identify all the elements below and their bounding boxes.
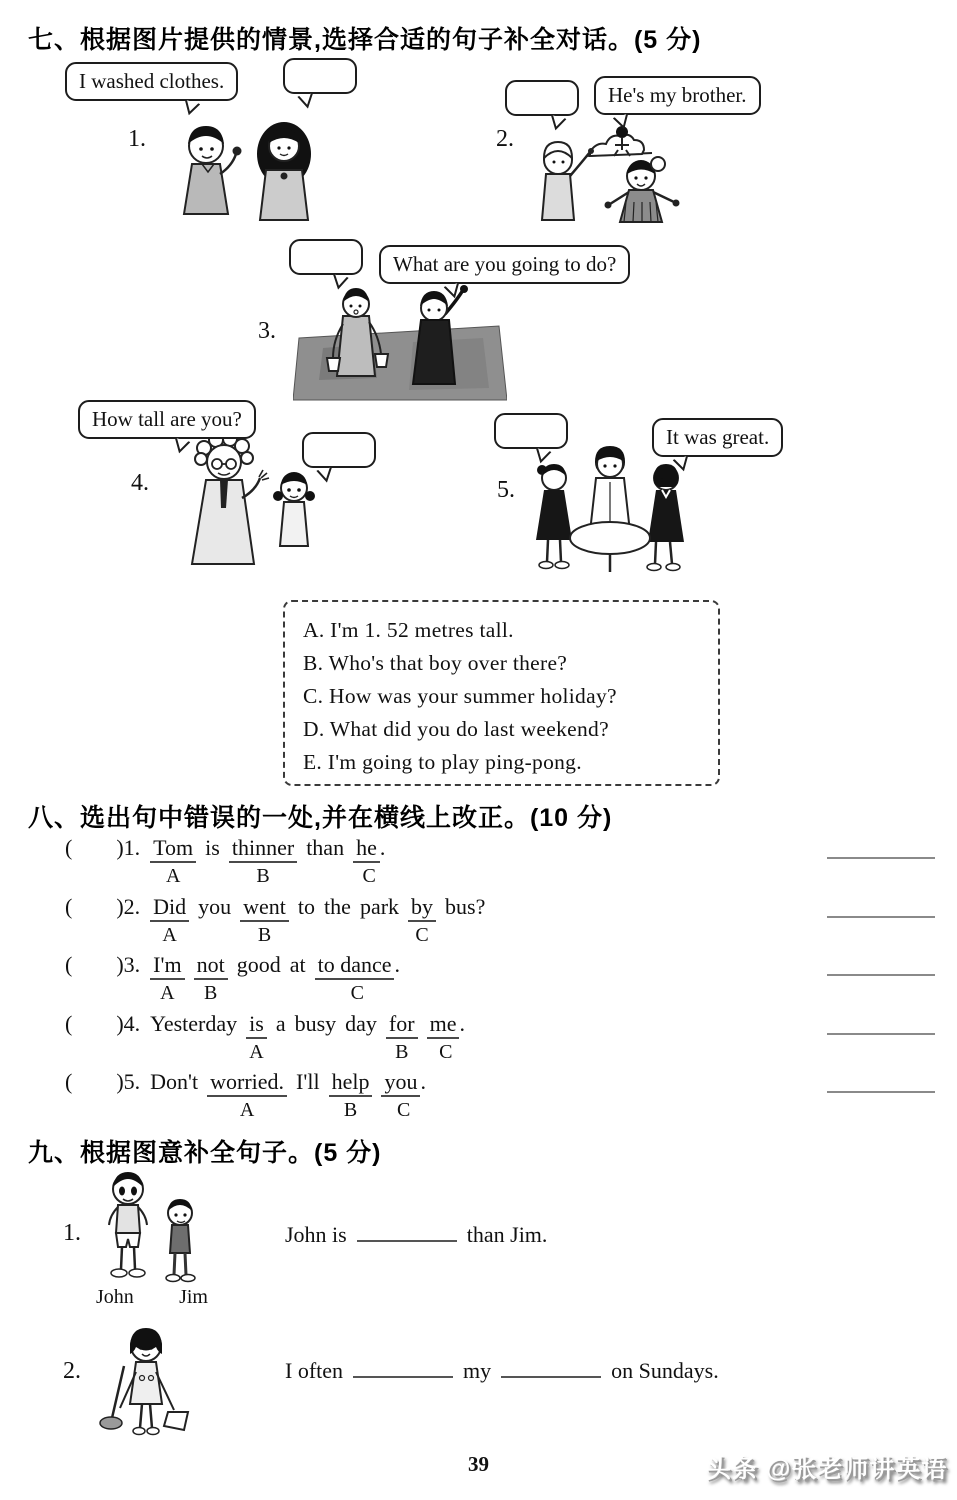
answer-blank	[501, 1360, 601, 1378]
underlined-word: Did A	[150, 892, 189, 948]
bubble-tail-icon	[548, 110, 569, 128]
choice-letter	[290, 980, 306, 1006]
question-number: 4.	[131, 470, 149, 496]
bubble-tail-icon	[181, 95, 202, 113]
error-correction-row	[65, 1067, 937, 1126]
underlined-word: worried. A	[207, 1067, 287, 1123]
word: good	[237, 950, 281, 1006]
word: you	[198, 892, 231, 948]
question-number: 2.	[496, 126, 514, 152]
correction-blank-line	[827, 916, 935, 918]
bubble-tail-icon	[670, 451, 691, 469]
choice-letter	[296, 1097, 320, 1123]
choice-letter	[298, 922, 315, 948]
correction-blank-line	[827, 1033, 935, 1035]
answer-blank	[353, 1360, 453, 1378]
illustration-john-and-jim	[92, 1163, 210, 1287]
page-number: 39	[468, 1452, 489, 1476]
empty-speech-bubble	[494, 413, 568, 449]
fill-in-sentence	[285, 1358, 719, 1384]
underlined-word: to dance . C	[315, 950, 400, 1006]
error-correction-row	[65, 892, 937, 951]
choice-letter	[237, 980, 281, 1006]
bubble-tail-icon	[314, 462, 335, 479]
word: park	[360, 892, 399, 948]
illustration-kids-pointing-at-boy	[520, 108, 688, 230]
answer-bracket: ( )1.	[65, 835, 141, 860]
choice-letter: C	[362, 865, 376, 887]
illustration-boy-and-mother	[158, 98, 318, 230]
choice-letter	[345, 1039, 377, 1065]
question-number: 2.	[63, 1358, 81, 1384]
sentence-text: I often	[285, 1358, 344, 1383]
choice-letter	[324, 922, 351, 948]
bubble-tail-icon	[533, 443, 554, 461]
sentence-text: than Jim.	[466, 1222, 548, 1247]
correction-blank-line	[827, 1091, 935, 1093]
word: Yesterday	[150, 1009, 237, 1065]
section8-rows	[65, 833, 937, 1126]
label-john: John	[96, 1286, 134, 1308]
speech-text: How tall are you?	[92, 407, 242, 431]
choice-letter: C	[415, 923, 429, 946]
figure-labels	[96, 1286, 208, 1309]
choice-letter: A	[162, 923, 177, 946]
answer-bracket: ( )3.	[65, 952, 141, 977]
question-number: 5.	[497, 477, 515, 503]
empty-speech-bubble	[289, 239, 363, 275]
label-jim: Jim	[179, 1286, 208, 1308]
underlined-word: me . C	[427, 1009, 465, 1065]
choice-letter	[205, 863, 220, 889]
choice-letter	[150, 1039, 237, 1065]
speech-text: It was great.	[666, 425, 770, 449]
word: bus?	[445, 892, 485, 948]
speech-bubble	[652, 418, 783, 457]
bubble-tail-icon	[610, 109, 631, 127]
choice-letter: C	[439, 1040, 453, 1063]
choice-letter	[360, 922, 399, 948]
answer-bracket: ( )4.	[65, 1010, 141, 1036]
word: the	[324, 892, 351, 948]
choice-letter: A	[239, 1099, 255, 1121]
illustration-girl-cleaning	[98, 1318, 198, 1444]
speech-text: I washed clothes.	[79, 69, 225, 93]
section9-title: 九、根据图意补全句子。(5 分)	[28, 1139, 382, 1167]
underlined-word: for B	[386, 1009, 418, 1065]
choice-letter: A	[249, 1040, 264, 1063]
sentence-text: my	[463, 1358, 492, 1383]
choice-letter	[295, 1039, 337, 1065]
underlined-word: you . C	[381, 1067, 426, 1123]
error-correction-row	[65, 1009, 937, 1068]
choice-letter	[198, 922, 231, 948]
choice-letter	[306, 863, 344, 889]
choice-letter	[150, 1097, 198, 1123]
answer-bracket: ( )2.	[65, 893, 141, 919]
bubble-tail-icon	[441, 278, 462, 296]
empty-speech-bubble	[505, 80, 579, 116]
choice-letter: B	[256, 865, 270, 887]
question-number: 1.	[128, 126, 146, 152]
choice-letter	[276, 1039, 286, 1065]
choice-letter: A	[165, 865, 181, 887]
option-a: A. I'm 1. 52 metres tall.	[303, 618, 514, 642]
bubble-tail-icon	[330, 269, 351, 286]
underlined-word: Tom A	[150, 833, 196, 889]
section7-title: 七、根据图片提供的情景,选择合适的句子补全对话。(5 分)	[28, 26, 702, 54]
empty-speech-bubble	[283, 58, 357, 94]
word: a	[276, 1009, 286, 1065]
speech-text: What are you going to do?	[393, 252, 617, 276]
underlined-word: by C	[408, 892, 436, 948]
illustration-two-children-outdoors	[293, 278, 507, 404]
underlined-word: is A	[246, 1009, 267, 1065]
choice-letter: C	[350, 982, 364, 1004]
speech-bubble	[65, 62, 238, 101]
option-d: D. What did you do last weekend?	[303, 717, 609, 741]
word: I'll	[296, 1067, 320, 1123]
correction-blank-line	[827, 857, 935, 859]
word: Don't	[150, 1067, 198, 1123]
bubble-tail-icon	[295, 88, 316, 105]
option-b: B. Who's that boy over there?	[303, 651, 568, 675]
underlined-word: help B	[329, 1067, 373, 1123]
error-correction-row	[65, 950, 937, 1009]
underlined-word: went B	[240, 892, 289, 948]
word: to	[298, 892, 315, 948]
choice-letter: C	[397, 1099, 411, 1121]
choice-letter	[445, 922, 485, 948]
answer-bracket: ( )5.	[65, 1069, 141, 1094]
word: busy	[295, 1009, 337, 1065]
choice-letter: B	[203, 982, 218, 1004]
choice-letter: B	[343, 1099, 358, 1121]
underlined-word: thinner B	[229, 833, 297, 889]
choice-letter: B	[257, 923, 272, 946]
answer-blank	[357, 1224, 457, 1242]
section8-title: 八、选出句中错误的一处,并在横线上改正。(10 分)	[28, 804, 613, 832]
correction-blank-line	[827, 974, 935, 976]
option-c: C. How was your summer holiday?	[303, 684, 617, 708]
speech-bubble	[379, 245, 630, 284]
choice-letter: B	[395, 1040, 409, 1063]
underlined-word: he . C	[353, 833, 385, 889]
error-correction-row	[65, 833, 937, 892]
speech-bubble	[78, 400, 256, 439]
bubble-tail-icon	[172, 433, 193, 451]
fill-in-sentence	[285, 1222, 547, 1248]
underlined-word: not B	[194, 950, 228, 1006]
speech-text: He's my brother.	[608, 83, 747, 107]
word: day	[345, 1009, 377, 1065]
word: than	[306, 833, 344, 889]
choice-letter: A	[160, 982, 175, 1004]
question-number: 3.	[258, 318, 276, 344]
underlined-word: I'm A	[150, 950, 184, 1006]
word: at	[290, 950, 306, 1006]
speech-bubble	[594, 76, 761, 115]
answer-options-box	[283, 600, 720, 786]
word: is	[205, 833, 220, 889]
question-number: 1.	[63, 1220, 81, 1246]
watermark: 头条 @张老师讲英语	[706, 1455, 948, 1483]
sentence-text: on Sundays.	[611, 1358, 719, 1383]
empty-speech-bubble	[302, 432, 376, 468]
sentence-text: John is	[285, 1222, 347, 1247]
option-e: E. I'm going to play ping-pong.	[303, 750, 582, 774]
